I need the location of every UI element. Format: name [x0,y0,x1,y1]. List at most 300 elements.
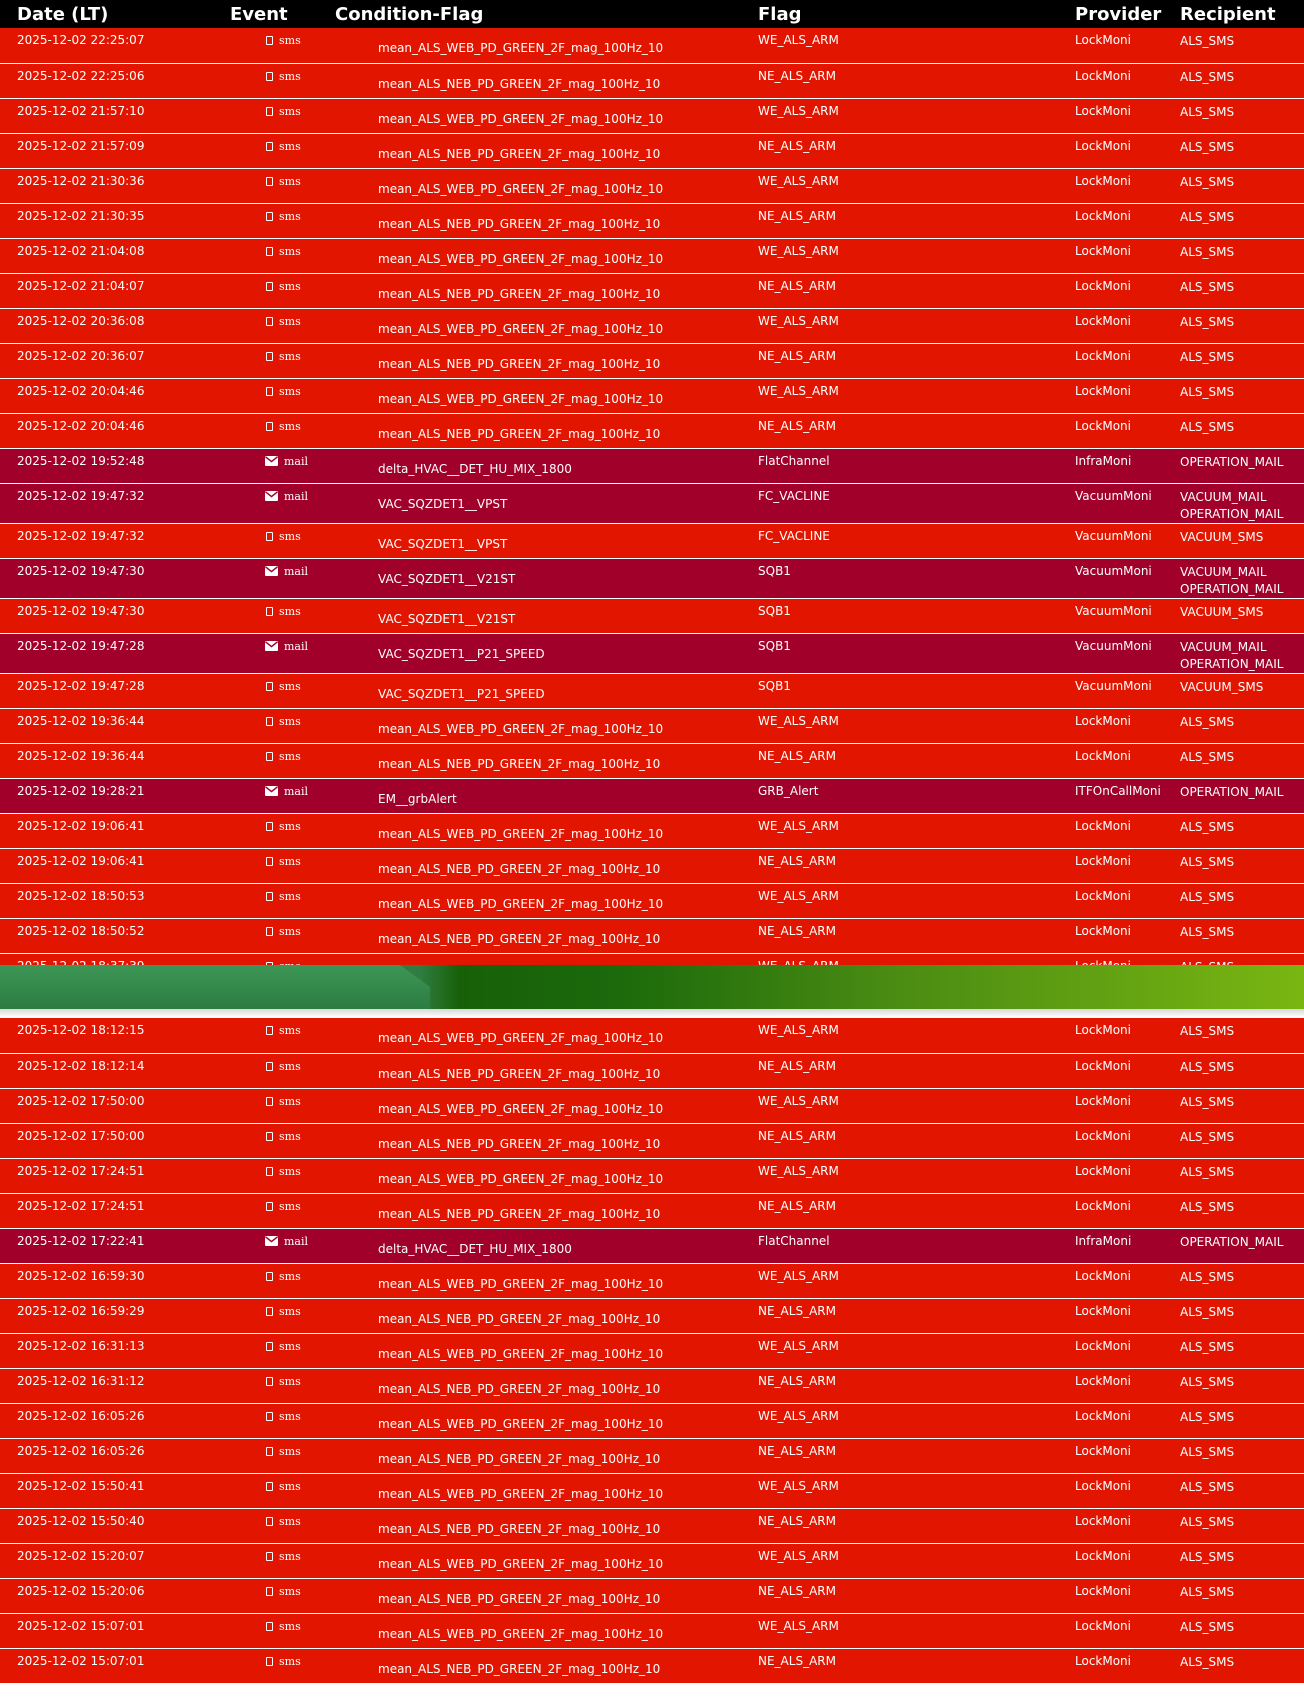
date-cell: 2025-12-02 15:20:06 [0,1578,230,1613]
mobile-phone-icon [266,1552,273,1561]
date-cell: 2025-12-02 19:47:28 [0,633,230,673]
date-cell: 2025-12-02 22:25:07 [0,28,230,63]
recipient-cell [1180,203,1304,238]
event-badge [266,34,301,47]
event-cell [230,98,335,133]
flag-cell: NE_ALS_ARM [758,203,1075,238]
event-label: sms [279,1269,301,1283]
recipient-primary: ALS_SMS [1180,1514,1235,1529]
recipient-cell [1180,1368,1304,1403]
mobile-phone-icon [266,1026,273,1035]
condition-flag-cell: mean_ALS_WEB_PD_GREEN_2F_mag_100Hz_10 [335,168,758,203]
mobile-phone-icon [266,1062,273,1071]
flag-cell: SQB1 [758,598,1075,633]
provider-cell: LockMoni [1075,1263,1180,1298]
table-row[interactable] [0,343,1304,378]
provider-cell: LockMoni [1075,883,1180,918]
recipient-cell [1180,1123,1304,1158]
date-cell: 2025-12-02 19:47:30 [0,558,230,598]
event-badge [266,350,301,363]
event-label: sms [279,209,301,223]
table-row[interactable] [0,448,1304,483]
recipient-primary: VACUUM_MAIL [1180,489,1267,504]
flag-cell: FlatChannel [758,448,1075,483]
event-cell [230,308,335,343]
event-label: sms [279,384,301,398]
date-cell: 2025-12-02 19:28:21 [0,778,230,813]
condition-flag-cell: mean_ALS_NEB_PD_GREEN_2F_mag_100Hz_10 [335,273,758,308]
date-cell: 2025-12-02 18:50:52 [0,918,230,953]
provider-cell: ITFOnCallMoni [1075,778,1180,813]
table-row[interactable] [0,778,1304,813]
flag-cell: WE_ALS_ARM [758,883,1075,918]
event-label: sms [279,244,301,258]
event-label: mail [284,784,309,798]
condition-flag-cell: mean_ALS_NEB_PD_GREEN_2F_mag_100Hz_10 [335,133,758,168]
mobile-phone-icon [266,682,273,691]
event-cell [230,1473,335,1508]
event-label: sms [279,174,301,188]
table-row[interactable] [0,28,1304,63]
recipient-primary: ALS_SMS [1180,1619,1235,1634]
provider-cell: LockMoni [1075,308,1180,343]
date-cell: 2025-12-02 16:05:26 [0,1438,230,1473]
table-row[interactable] [0,1333,1304,1368]
condition-flag-cell: mean_ALS_NEB_PD_GREEN_2F_mag_100Hz_10 [335,63,758,98]
recipient-cell [1180,98,1304,133]
provider-cell: LockMoni [1075,1613,1180,1648]
recipient-cell [1180,133,1304,168]
provider-cell: LockMoni [1075,343,1180,378]
recipient-cell [1180,673,1304,708]
event-badge [266,140,301,153]
recipient-primary: ALS_SMS [1180,349,1235,364]
envelope-icon [265,641,278,651]
condition-flag-cell: mean_ALS_NEB_PD_GREEN_2F_mag_100Hz_10 [335,918,758,953]
condition-flag-cell: VAC_SQZDET1__P21_SPEED [335,673,758,708]
recipient-cell [1180,918,1304,953]
event-badge [266,315,301,328]
flag-cell: NE_ALS_ARM [758,413,1075,448]
provider-cell: LockMoni [1075,1438,1180,1473]
event-cell [230,743,335,778]
header-provider[interactable]: Provider [1075,3,1162,25]
table-header-row [0,0,1304,28]
date-cell: 2025-12-02 18:12:15 [0,1018,230,1053]
mobile-phone-icon [266,892,273,901]
condition-flag-cell: mean_ALS_WEB_PD_GREEN_2F_mag_100Hz_10 [335,1158,758,1193]
event-badge [266,420,301,433]
envelope-icon [265,1236,278,1246]
event-badge [266,530,301,543]
condition-flag-cell: mean_ALS_WEB_PD_GREEN_2F_mag_100Hz_10 [335,98,758,133]
mobile-phone-icon [266,422,273,431]
provider-cell: LockMoni [1075,1193,1180,1228]
recipient-primary: ALS_SMS [1180,34,1235,48]
event-cell [230,1368,335,1403]
provider-cell: LockMoni [1075,1018,1180,1053]
date-cell: 2025-12-02 18:12:14 [0,1053,230,1088]
condition-flag-cell: mean_ALS_WEB_PD_GREEN_2F_mag_100Hz_10 [335,1088,758,1123]
envelope-icon [265,456,278,466]
date-cell: 2025-12-02 17:22:41 [0,1228,230,1263]
header-event[interactable]: Event [230,3,288,25]
recipient-cell [1180,448,1304,483]
mobile-phone-icon [266,1587,273,1596]
flag-cell: NE_ALS_ARM [758,1298,1075,1333]
provider-cell: LockMoni [1075,1578,1180,1613]
recipient-cell [1180,273,1304,308]
table-row[interactable] [0,483,1304,523]
table-row[interactable] [0,1298,1304,1333]
flag-cell: NE_ALS_ARM [758,1193,1075,1228]
table-row[interactable] [0,1193,1304,1228]
recipient-cell [1180,1438,1304,1473]
date-cell: 2025-12-02 17:50:00 [0,1088,230,1123]
date-cell: 2025-12-02 21:04:07 [0,273,230,308]
recipient-primary: ALS_SMS [1180,1444,1235,1459]
event-label: mail [284,564,309,578]
condition-flag-cell: mean_ALS_WEB_PD_GREEN_2F_mag_100Hz_10 [335,28,758,63]
event-cell [230,448,335,483]
table-row[interactable] [0,598,1304,633]
provider-cell: VacuumMoni [1075,598,1180,633]
mobile-phone-icon [266,1272,273,1281]
table-row[interactable] [0,1053,1304,1088]
event-label: sms [279,1164,301,1178]
condition-flag-cell: mean_ALS_WEB_PD_GREEN_2F_mag_100Hz_10 [335,238,758,273]
event-label: sms [279,889,301,903]
event-label: sms [279,1129,301,1143]
flag-cell: NE_ALS_ARM [758,273,1075,308]
event-badge [266,245,301,258]
table-row[interactable] [0,813,1304,848]
table-row[interactable] [0,1473,1304,1508]
condition-flag-cell: mean_ALS_NEB_PD_GREEN_2F_mag_100Hz_10 [335,743,758,778]
recipient-cell [1180,1193,1304,1228]
event-badge [265,1235,308,1248]
event-badge [266,1480,301,1493]
table-row[interactable] [0,1263,1304,1298]
flag-cell: NE_ALS_ARM [758,1578,1075,1613]
event-cell [230,1088,335,1123]
table-row[interactable] [0,133,1304,168]
mobile-phone-icon [266,1657,273,1666]
event-cell [230,558,335,598]
event-label: sms [279,1024,301,1037]
recipient-primary: VACUUM_MAIL [1180,564,1267,579]
mobile-phone-icon [266,822,273,831]
event-label: sms [279,604,301,618]
condition-flag-cell: mean_ALS_WEB_PD_GREEN_2F_mag_100Hz_10 [335,1018,758,1053]
condition-flag-cell: mean_ALS_NEB_PD_GREEN_2F_mag_100Hz_10 [335,343,758,378]
provider-cell: LockMoni [1075,1403,1180,1438]
condition-flag-cell: mean_ALS_NEB_PD_GREEN_2F_mag_100Hz_10 [335,1578,758,1613]
event-badge [266,1060,301,1073]
condition-flag-cell: delta_HVAC__DET_HU_MIX_1800 [335,1228,758,1263]
recipient-secondary: OPERATION_MAIL [1180,506,1284,521]
table-row[interactable] [0,743,1304,778]
event-badge [265,640,308,653]
date-cell: 2025-12-02 20:36:07 [0,343,230,378]
event-cell [230,413,335,448]
flag-cell: NE_ALS_ARM [758,848,1075,883]
recipient-primary: ALS_SMS [1180,1409,1235,1424]
condition-flag-cell: mean_ALS_WEB_PD_GREEN_2F_mag_100Hz_10 [335,308,758,343]
recipient-cell [1180,343,1304,378]
table-row[interactable] [0,1613,1304,1648]
event-cell [230,133,335,168]
provider-cell: VacuumMoni [1075,483,1180,523]
recipient-primary: ALS_SMS [1180,889,1235,904]
event-badge [265,455,308,468]
mobile-phone-icon [266,717,273,726]
table-row[interactable] [0,1543,1304,1578]
recipient-cell [1180,483,1304,523]
table-row[interactable] [0,1018,1304,1053]
table-row[interactable] [0,1648,1304,1683]
event-cell [230,1438,335,1473]
recipient-cell [1180,1508,1304,1543]
condition-flag-cell: mean_ALS_NEB_PD_GREEN_2F_mag_100Hz_10 [335,1123,758,1158]
header-date[interactable]: Date (LT) [17,3,109,25]
event-badge [266,1620,301,1633]
recipient-primary: ALS_SMS [1180,1374,1235,1389]
provider-cell: VacuumMoni [1075,523,1180,558]
recipient-primary: ALS_SMS [1180,819,1235,834]
flag-cell: WE_ALS_ARM [758,1158,1075,1193]
flag-cell: SQB1 [758,633,1075,673]
provider-cell: LockMoni [1075,918,1180,953]
mobile-phone-icon [266,247,273,256]
event-label: sms [279,1514,301,1528]
recipient-cell [1180,378,1304,413]
provider-cell: VacuumMoni [1075,673,1180,708]
table-row[interactable] [0,273,1304,308]
flag-cell: WE_ALS_ARM [758,813,1075,848]
event-label: sms [279,1304,301,1318]
event-badge [265,785,308,798]
recipient-primary: ALS_SMS [1180,1199,1235,1214]
recipient-primary: VACUUM_MAIL [1180,639,1267,654]
table-row[interactable] [0,1368,1304,1403]
date-cell: 2025-12-02 21:30:36 [0,168,230,203]
table-row[interactable] [0,1403,1304,1438]
event-label: sms [279,819,301,833]
provider-cell: LockMoni [1075,63,1180,98]
event-cell [230,1193,335,1228]
table-row[interactable] [0,1508,1304,1543]
condition-flag-cell: mean_ALS_NEB_PD_GREEN_2F_mag_100Hz_10 [335,203,758,238]
recipient-primary: ALS_SMS [1180,209,1235,224]
table-row[interactable] [0,203,1304,238]
provider-cell: LockMoni [1075,848,1180,883]
recipient-cell [1180,1018,1304,1053]
recipient-primary: ALS_SMS [1180,1059,1235,1074]
event-badge [266,1340,301,1353]
alert-table-body-bottom [0,1018,1304,1683]
table-row[interactable] [0,1438,1304,1473]
recipient-primary: ALS_SMS [1180,419,1235,434]
table-row[interactable] [0,308,1304,343]
recipient-secondary: OPERATION_MAIL [1180,581,1284,596]
flag-cell: NE_ALS_ARM [758,743,1075,778]
recipient-primary: VACUUM_SMS [1180,604,1264,619]
mobile-phone-icon [266,142,273,151]
date-cell: 2025-12-02 17:50:00 [0,1123,230,1158]
flag-cell: WE_ALS_ARM [758,98,1075,133]
event-badge [266,890,301,903]
event-badge [266,605,301,618]
recipient-primary: ALS_SMS [1180,854,1235,869]
flag-cell: SQB1 [758,558,1075,598]
recipient-cell [1180,1333,1304,1368]
provider-cell: LockMoni [1075,168,1180,203]
condition-flag-cell: VAC_SQZDET1__VPST [335,483,758,523]
recipient-primary: ALS_SMS [1180,384,1235,399]
event-cell [230,1543,335,1578]
table-row[interactable] [0,673,1304,708]
provider-cell: LockMoni [1075,1088,1180,1123]
event-badge [266,1095,301,1108]
provider-cell: LockMoni [1075,238,1180,273]
recipient-cell [1180,28,1304,63]
mobile-phone-icon [266,1517,273,1526]
recipient-cell [1180,598,1304,633]
table-row[interactable] [0,708,1304,743]
table-row[interactable] [0,378,1304,413]
recipient-cell [1180,1403,1304,1438]
provider-cell: LockMoni [1075,743,1180,778]
recipient-primary: ALS_SMS [1180,1654,1235,1669]
event-badge [266,1585,301,1598]
event-badge [266,1270,301,1283]
event-label: mail [284,489,309,503]
mobile-phone-icon [266,177,273,186]
event-label: sms [279,1479,301,1493]
flag-cell: WE_ALS_ARM [758,1018,1075,1053]
date-cell: 2025-12-02 17:24:51 [0,1193,230,1228]
recipient-cell [1180,168,1304,203]
recipient-primary: ALS_SMS [1180,1269,1235,1284]
table-row[interactable] [0,918,1304,953]
envelope-icon [265,786,278,796]
date-cell: 2025-12-02 22:25:06 [0,63,230,98]
event-badge [266,175,301,188]
event-label: mail [284,1234,309,1248]
header-flag[interactable]: Flag [758,3,802,25]
flag-cell: GRB_Alert [758,778,1075,813]
condition-flag-cell: EM__grbAlert [335,778,758,813]
date-cell: 2025-12-02 19:06:41 [0,813,230,848]
event-cell [230,1403,335,1438]
table-row[interactable] [0,558,1304,598]
table-row[interactable] [0,63,1304,98]
date-cell: 2025-12-02 15:07:01 [0,1613,230,1648]
table-row[interactable] [0,633,1304,673]
condition-flag-cell: mean_ALS_NEB_PD_GREEN_2F_mag_100Hz_10 [335,1438,758,1473]
mobile-phone-icon [266,212,273,221]
mobile-phone-icon [266,387,273,396]
table-row[interactable] [0,413,1304,448]
table-row[interactable] [0,98,1304,133]
provider-cell: LockMoni [1075,98,1180,133]
event-cell [230,343,335,378]
table-row[interactable] [0,1228,1304,1263]
flag-cell: FlatChannel [758,1228,1075,1263]
event-badge [266,1515,301,1528]
table-row[interactable] [0,1578,1304,1613]
flag-cell: WE_ALS_ARM [758,1263,1075,1298]
envelope-icon [265,491,278,501]
recipient-cell [1180,778,1304,813]
mobile-phone-icon [266,1377,273,1386]
header-recipient[interactable]: Recipient [1180,3,1276,25]
event-label: sms [279,69,301,83]
recipient-cell [1180,413,1304,448]
recipient-primary: ALS_SMS [1180,279,1235,294]
recipient-cell [1180,238,1304,273]
header-condition-flag[interactable]: Condition-Flag [335,3,484,25]
event-cell [230,1263,335,1298]
condition-flag-cell: mean_ALS_NEB_PD_GREEN_2F_mag_100Hz_10 [335,1508,758,1543]
event-label: sms [279,1654,301,1668]
date-cell: 2025-12-02 15:07:01 [0,1648,230,1683]
event-label: sms [279,349,301,363]
mobile-phone-icon [266,72,273,81]
event-badge [266,105,301,118]
event-cell [230,1613,335,1648]
date-cell: 2025-12-02 19:47:28 [0,673,230,708]
flag-cell: NE_ALS_ARM [758,1438,1075,1473]
provider-cell: LockMoni [1075,413,1180,448]
date-cell: 2025-12-02 16:59:30 [0,1263,230,1298]
mobile-phone-icon [266,1482,273,1491]
event-badge [265,565,308,578]
table-row[interactable] [0,238,1304,273]
recipient-cell [1180,883,1304,918]
event-badge [266,1130,301,1143]
event-cell [230,1508,335,1543]
event-label: sms [279,419,301,433]
mobile-phone-icon [266,352,273,361]
event-cell [230,273,335,308]
recipient-cell [1180,308,1304,343]
table-row[interactable] [0,523,1304,558]
flag-cell: WE_ALS_ARM [758,1473,1075,1508]
table-row[interactable] [0,168,1304,203]
date-cell: 2025-12-02 15:50:41 [0,1473,230,1508]
event-badge [266,1550,301,1563]
table-row[interactable] [0,1088,1304,1123]
condition-flag-cell: mean_ALS_WEB_PD_GREEN_2F_mag_100Hz_10 [335,1333,758,1368]
envelope-icon [265,566,278,576]
flag-cell: NE_ALS_ARM [758,63,1075,98]
recipient-primary: OPERATION_MAIL [1180,454,1284,469]
alert-table-body-top [0,28,1304,988]
banner-highlight [0,965,430,1009]
table-row[interactable] [0,848,1304,883]
table-row[interactable] [0,1123,1304,1158]
mobile-phone-icon [266,1202,273,1211]
table-row[interactable] [0,883,1304,918]
event-cell [230,28,335,63]
date-cell: 2025-12-02 16:31:12 [0,1368,230,1403]
event-badge [266,280,301,293]
table-row[interactable] [0,1158,1304,1193]
date-cell: 2025-12-02 16:31:13 [0,1333,230,1368]
recipient-cell [1180,1053,1304,1088]
